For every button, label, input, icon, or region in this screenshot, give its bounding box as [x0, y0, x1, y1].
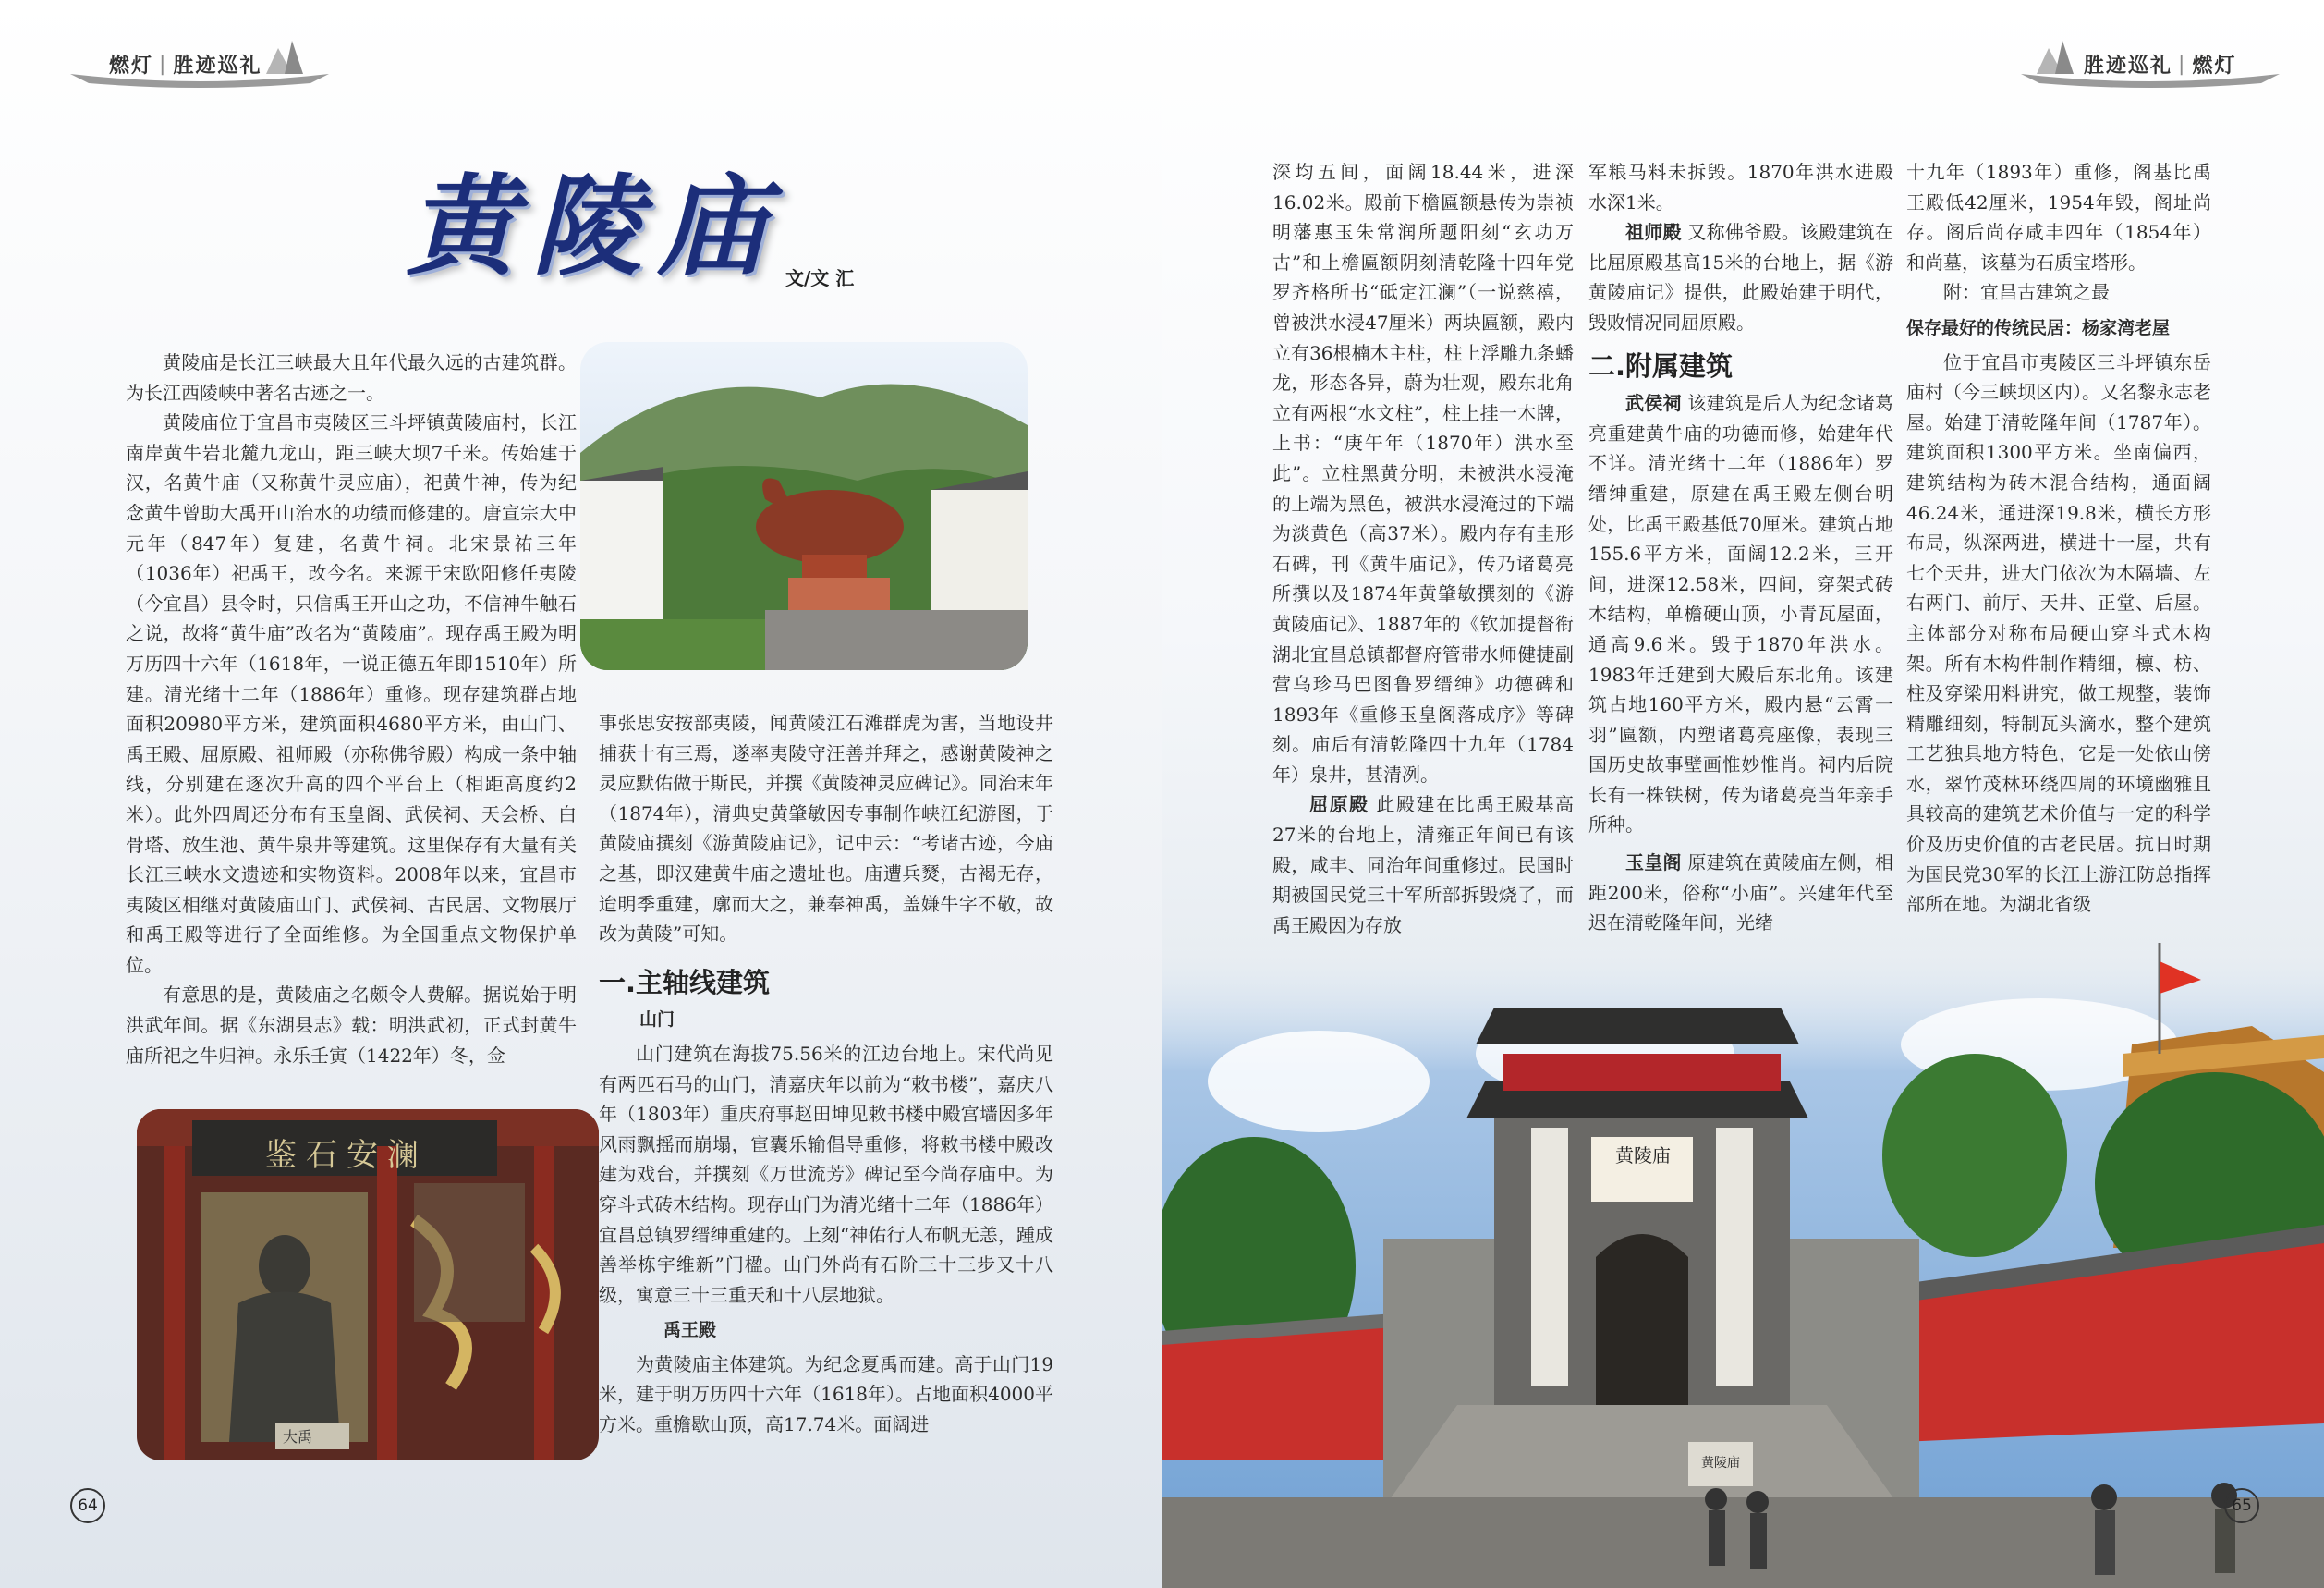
paragraph: 事张思安按部夷陵，闻黄陵江石滩群虎为害，当地设井捕获十有三焉，遂率夷陵守汪善并拜之，感谢黄陵神之灵应默佑做于斯民，并撰《黄陵神灵应碑记》。同治末年（1874年），清典史黄肇敏因专事制作峡江纪游图，于黄陵庙撰刻《游黄陵庙记》，记中云：“考诸古迹，今庙之基，即汉建黄牛庙之遗址也。庙遭兵燹，古褐无存，迨明季重建，廓而大之，兼奉神禹，盖嫌牛字不敬，故改为黄陵”可知。 [599, 712, 1053, 946]
paragraph [1588, 388, 1893, 840]
paragraph: 深均五间，面阔18.44米，进深16.02米。殿前下檐匾额悬传为崇祯明藩惠玉朱常润所题阳刻“玄功万古”和上檐匾额阴刻清乾隆十四年党罗齐格所书“砥定江澜”（一说慈禧，曾被洪水浸47厘米）两块匾额，殿内立有36根楠木主柱，柱上浮雕九条蟠龙，形态各异，蔚为壮观，殿东北角立有两根“水文柱”，柱上挂一木牌，上书：“庚午年（1870年）洪水至此”。立柱黑黄分明，未被洪水浸淹的上端为黑色，被洪水浸淹过的下端为淡黄色（高37米）。殿内存有圭形石碑，刊《黄牛庙记》，传乃诸葛亮所撰以及1874年黄肇敏撰刻的《游黄陵庙记》、1887年的《钦加提督衔湖北宜昌总镇都督府管带水师健捷副营乌珍马巴图鲁罗缙绅》功德碑和1893年《重修玉皇阁落成序》等碑刻。庙后有清乾隆四十九年（1784年）泉井，甚清冽。 [1272, 161, 1574, 786]
paragraph: 十九年（1893年）重修，阁基比禹王殿低42厘米，1954年毁，阁址尚存。阁后尚存咸丰四年（1854年）和尚墓，该墓为石质宝塔形。 [1906, 161, 2211, 274]
paragraph [1588, 848, 1893, 938]
paragraph: 有意思的是，黄陵庙之名颇令人费解。据说始于明洪武年间。据《东湖县志》载：明洪武初，正式封黄牛庙所祀之牛归神。永乐壬寅（1422年）冬，佥 [126, 983, 577, 1067]
paragraph: 军粮马料未拆毁。1870年洪水进殿水深1米。 [1588, 161, 1893, 214]
paragraph: 附：宜昌古建筑之最 [1943, 281, 2110, 304]
photo-sign-text: 鉴石安澜 [265, 1137, 428, 1174]
gate-plaque-text: 黄陵庙 [1615, 1144, 1671, 1167]
paragraph-text: 又称佛爷殿。该殿建筑在比屈原殿基高15米的台地上，据《游黄陵庙记》提供，此殿始建于明代，毁败情况同屈原殿。 [1588, 221, 1894, 334]
paragraph: 黄陵庙位于宜昌市夷陵区三斗坪镇黄陵庙村，长江南岸黄牛岩北麓九龙山，距三峡大坝7千米。传始建于汉，名黄牛庙（又称黄牛灵应庙），祀黄牛神，传为纪念黄牛曾助大禹开山治水的功绩而修建的。唐宣宗大中元年（847年）复建，名黄牛祠。北宋景祐三年（1036年）祀禹王，改今名。来源于宋欧阳修任夷陵（今宜昌）县令时，只信禹王开山之功，不信神牛触石之说，故将“黄牛庙”改名为“黄陵庙”。现存禹王殿为明万历四十六年（1618年，一说正德五年即1510年）所建。清光绪十二年（1886年）重修。现存建筑群占地面积20980平方米，建筑面积4680平方米，由山门、禹王殿、屈原殿、祖师殿（亦称佛爷殿）构成一条中轴线，分别建在逐次升高的四个平台上（相距高度约2米）。此外四周还分布有玉皇阁、武侯祠、天会桥、白骨塔、放生池、黄牛泉井等建筑。这里保存有大量有关长江三峡水文遗迹和实物资料。2008年以来，宜昌市夷陵区相继对黄陵庙山门、武侯祠、古民居、文物展厅和禹王殿等进行了全面维修。为全国重点文物保护单位。 [126, 411, 577, 976]
temple-gate-photo [1162, 943, 2324, 1588]
run-heading-wuhouci: 武侯祠 [1625, 392, 1682, 415]
paragraph [1588, 217, 1893, 337]
paragraph-text: 此殿建在比禹王殿基高27米的台地上，清雍正年间已有该殿，咸丰、同治年间重修过。民国时期被国民党三十军所部拆毁烧了，而禹王殿因为存放 [1272, 793, 1575, 936]
page-header: 胜迹巡礼 | 燃灯 [2084, 44, 2236, 83]
text-column-4 [1588, 157, 1893, 938]
page-number: 64 [70, 1488, 105, 1523]
header-section-1: 胜迹巡礼 [2084, 54, 2173, 78]
right-page [1162, 0, 2324, 1588]
page-header: 燃灯 | 胜迹巡礼 [109, 44, 262, 83]
run-heading-yuhuangge: 玉皇阁 [1625, 851, 1682, 874]
paragraph [1272, 789, 1574, 940]
yu-statue-photo [137, 1109, 599, 1460]
text-column-5 [1906, 157, 2211, 920]
text-column-3 [1272, 157, 1574, 940]
paragraph: 山门建筑在海拔75.56米的江边台地上。宋代尚见有两匹石马的山门，清嘉庆年以前为“敕书楼”，嘉庆八年（1803年）重庆府事赵田坤见敕书楼中殿宫墙因多年风雨飘摇而崩塌，宦囊乐输倡导重修，将敕书楼中殿改建为戏台，并撰刻《万世流芳》碑记至今尚存庙中。为穿斗式砖木结构。现存山门为清光绪十二年（1886年）宜昌总镇罗缙绅重建的。上刻“神佑行人布帆无恙，踵成善举栋宇维新”门楹。山门外尚有石阶三十三步又十八级，寓意三十三重天和十八层地狱。 [599, 1042, 1053, 1306]
paragraph-text: 该建筑是后人为纪念诸葛亮重建黄牛庙的功德而修，始建年代不详。清光绪十二年（1886年）罗缙绅重建，原建在禹王殿左侧台明处，比禹王殿基低70厘米。建筑占地155.6平方米，面阔12.2米，三开间，进深12.58米，四间，穿架式砖木结构，单檐硬山顶，小青瓦屋面，通高9.6米。毁于1870年洪水。1983年迁建到大殿后东北角。该建筑占地160平方米，殿内悬“云霄一羽”匾额，内塑诸葛亮座像，表现三国历史故事壁画惟妙惟肖。祠内后院长有一株铁树，传为诸葛亮当年亲手所种。 [1588, 392, 1894, 837]
paragraph: 为黄陵庙主体建筑。为纪念夏禹而建。高于山门19米，建于明万历四十六年（1618年）。占地面积4000平方米。重檐歇山顶，高17.74米。面阔进 [599, 1352, 1053, 1436]
subheading-shanmen: 山门 [639, 1009, 675, 1031]
text-column-2 [599, 708, 1053, 1440]
run-heading-zushidian: 祖师殿 [1625, 221, 1682, 244]
section-heading-1: 一.主轴线建筑 [599, 966, 771, 998]
paragraph-text: 原建筑在黄陵庙左侧，相距200米，俗称“小庙”。兴建年代至迟在清乾隆年间，光绪 [1588, 851, 1894, 934]
header-section-1: 燃灯 [109, 54, 154, 78]
bull-statue-photo [580, 342, 1028, 670]
article-title: 黄陵庙 [407, 162, 785, 290]
paragraph: 位于宜昌市夷陵区三斗坪镇东岳庙村（今三峡坝区内）。又名黎永志老屋。始建于清乾隆年间（1787年）。建筑面积1300平方米。坐南偏西，建筑结构为砖木混合结构，通面阔46.24米，通进深19.8米，横长方形布局，纵深两进，横进十一屋，共有七个天井，进大门依次为木隔墙、左右两门、前厅、天井、正堂、后屋。主体部分对称布局硬山穿斗式木构架。所有木构件制作精细，檩、枋、柱及穿梁用料讲究，做工规整，装饰精雕细刻，特制瓦头滴水，整个建筑工艺独具地方特色，它是一处依山傍水，翠竹茂林环绕四周的环境幽雅且具较高的建筑艺术价值与一定的科学价及历史价值的古老民居。抗日时期为国民党30军的长江上游江防总指挥部所在地。为湖北省级 [1906, 350, 2211, 916]
page-number: 65 [2224, 1488, 2259, 1523]
text-column-1 [126, 348, 577, 1070]
stele-text: 黄陵庙 [1701, 1456, 1740, 1471]
subheading-yangjiawan: 保存最好的传统民居：杨家湾老屋 [1906, 317, 2171, 338]
header-section-2: 胜迹巡礼 [173, 54, 262, 78]
paragraph: 黄陵庙是长江三峡最大且年代最久远的古建筑群。为长江西陵峡中著名古迹之一。 [126, 351, 577, 404]
author-line: 文/文 汇 [785, 267, 855, 289]
section-heading-2: 二.附属建筑 [1588, 349, 1734, 382]
run-heading-quyuandian: 屈原殿 [1309, 793, 1369, 816]
subheading-yuwangdian: 禹王殿 [663, 1320, 717, 1341]
header-section-2: 燃灯 [2192, 54, 2237, 78]
statue-caption: 大禹 [283, 1428, 313, 1446]
